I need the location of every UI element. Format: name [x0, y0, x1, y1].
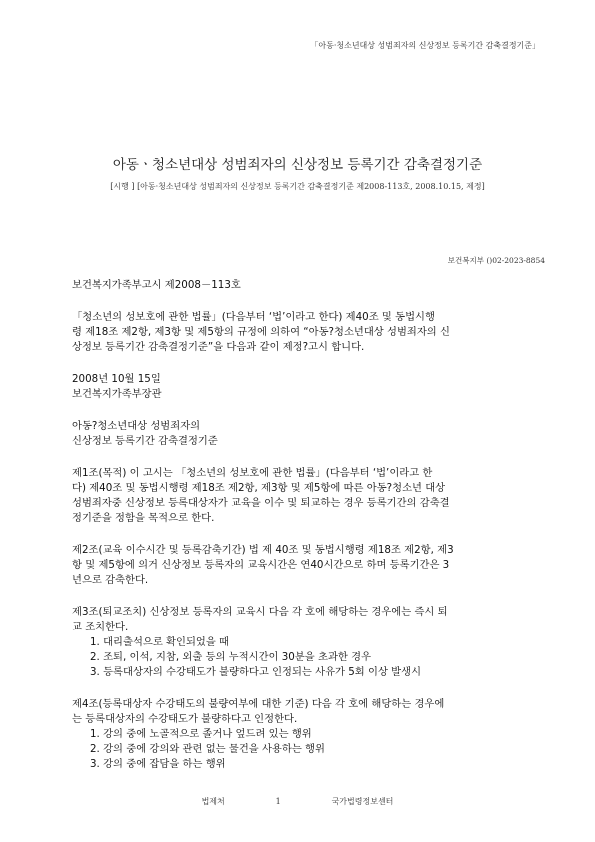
article-line: 는 등록대상자의 수강태도가 불량하다고 인정한다.	[72, 713, 298, 725]
article-3	[72, 605, 549, 680]
article-2	[72, 543, 549, 588]
regulation-title	[72, 419, 549, 449]
article-line: 성범죄자중 신상정보 등록대상자가 교육을 이수 및 퇴교하는 경우 등록기간의 감축결	[72, 497, 450, 509]
list-item: 3. 등록대상자의 수강태도가 불량하다고 인정되는 사유가 5회 이상 발생시	[90, 666, 422, 678]
article-line: 제1조(목적) 이 고시는 「청소년의 성보호에 관한 법률」(다음부터 ‘법’이라고 한	[72, 467, 433, 479]
issuer: 보건복지가족부장관	[72, 388, 162, 400]
article-line: 항 및 제5항에 의거 신상정보 등록자의 교육시간은 연40시간으로 하며 등록기간은 3	[72, 559, 450, 571]
list-item: 1. 대리출석으로 확인되었을 때	[90, 636, 230, 648]
article-line: 다) 제40조 및 동법시행령 제18조 제2항, 제3항 및 제5항에 따른 아동?청소년 대상	[72, 482, 446, 494]
article-line: 제3조(퇴교조치) 신상정보 등록자의 교육시 다음 각 호에 해당하는 경우에는 즉시 퇴	[72, 606, 448, 618]
article-line: 교 조치한다.	[72, 621, 129, 633]
article-line: 정기준을 정함을 목적으로 한다.	[72, 512, 215, 524]
article-line: 년으로 감축한다.	[72, 574, 149, 586]
contact-info: 보건복지부 ()02-2023-8854	[447, 256, 545, 265]
list-item: 1. 강의 중에 노골적으로 졸거나 엎드려 있는 행위	[90, 728, 312, 740]
list-item: 3. 강의 중에 잡담을 하는 행위	[90, 758, 226, 770]
list-item: 2. 강의 중에 강의와 관련 없는 물건을 사용하는 행위	[90, 743, 325, 755]
article-4	[72, 697, 549, 772]
document-title: 아동ㆍ청소년대상 성범죄자의 신상정보 등록기간 감축결정기준	[112, 157, 483, 173]
list-item: 2. 조퇴, 이석, 지참, 외출 등의 누적시간이 30분을 초과한 경우	[90, 651, 372, 663]
intro-line: 「청소년의 성보호에 관한 법률」(다음부터 ‘법’이라고 한다) 제40조 및 동법시행	[72, 311, 435, 323]
regulation-title-line: 아동?청소년대상 성범죄자의	[72, 420, 201, 432]
page-footer: 법제처 1 국가법령정보센터	[201, 797, 394, 806]
document-subtitle: [시행 ] [아동·청소년대상 성범죄자의 신상정보 등록기간 감축결정기준 제2008-113호, 2008.10.15, 제정]	[110, 182, 485, 191]
document-body	[72, 278, 549, 772]
intro-line: 령 제18조 제2항, 제3항 및 제5항의 규정에 의하여 “아동?청소년대상 성범죄자의 신	[72, 326, 450, 338]
running-header: 「아동·청소년대상 성범죄자의 신상정보 등록기간 감축결정기준」	[310, 41, 540, 50]
issue-date: 2008년 10월 15일	[72, 373, 161, 385]
article-1	[72, 466, 549, 526]
intro-paragraph	[72, 310, 549, 355]
article-line: 제2조(교육 이수시간 및 등록감축기간) 법 제 40조 및 동법시행령 제18조 제2항, 제3	[72, 544, 454, 556]
article-line: 제4조(등록대상자 수강태도의 불량여부에 대한 기준) 다음 각 호에 해당하는 경우에	[72, 698, 445, 710]
notice-number: 보건복지가족부고시 제2008－113호	[72, 279, 241, 291]
intro-line: 상정보 등록기간 감축결정기준”을 다음과 같이 제정?고시 합니다.	[72, 341, 365, 353]
regulation-title-line: 신상정보 등록기간 감축결정기준	[72, 435, 218, 447]
